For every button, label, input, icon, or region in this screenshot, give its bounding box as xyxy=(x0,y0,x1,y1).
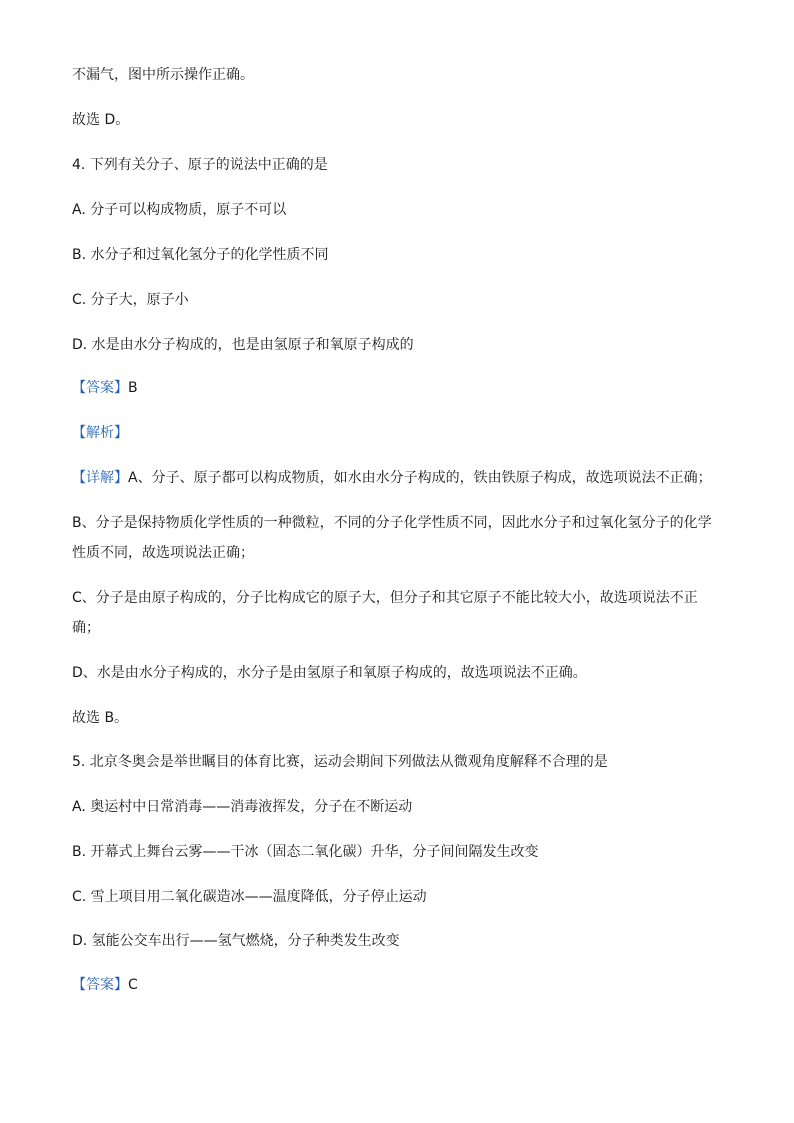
detail-a xyxy=(72,468,712,488)
detail-tag: 【详解】 xyxy=(72,470,128,486)
detail-c-line2: 确； xyxy=(72,620,100,636)
answer-value: B xyxy=(128,380,138,396)
question-4-option-b: B. 水分子和过氧化氢分子的化学性质不同 xyxy=(72,247,329,263)
analysis-tag: 【解析】 xyxy=(72,425,128,441)
detail-b-line2: 性质不同，故选项说法正确； xyxy=(72,545,254,561)
detail-d: D、水是由水分子构成的，水分子是由氢原子和氧原子构成的，故选项说法不正确。 xyxy=(72,665,587,681)
detail-a-text: A、分子、原子都可以构成物质，如水由水分子构成的，铁由铁原子构成，故选项说法不正确； xyxy=(128,470,712,486)
question-5-option-b: B. 开幕式上舞台云雾——干冰（固态二氧化碳）升华，分子间间隔发生改变 xyxy=(72,844,539,860)
question-5-option-d: D. 氢能公交车出行——氢气燃烧，分子种类发生改变 xyxy=(72,933,400,949)
detail-c-line1: C、分子是由原子构成的，分子比构成它的原子大，但分子和其它原子不能比较大小，故选项说法不正 xyxy=(72,590,698,606)
question-4-option-d: D. 水是由水分子构成的，也是由氢原子和氧原子构成的 xyxy=(72,337,414,353)
question-4-stem: 4. 下列有关分子、原子的说法中正确的是 xyxy=(72,157,328,173)
question-4-option-c: C. 分子大，原子小 xyxy=(72,292,189,308)
answer-value: C xyxy=(128,977,138,993)
text-line: 不漏气，图中所示操作正确。 xyxy=(72,67,254,83)
detail-conclusion: 故选 B。 xyxy=(72,710,129,726)
question-4-option-a: A. 分子可以构成物质，原子不可以 xyxy=(72,202,287,218)
question-5-option-c: C. 雪上项目用二氧化碳造冰——温度降低，分子停止运动 xyxy=(72,889,427,905)
text-line: 故选 D。 xyxy=(72,112,130,128)
question-5-stem: 5. 北京冬奥会是举世瞩目的体育比赛，运动会期间下列做法从微观角度解释不合理的是 xyxy=(72,754,608,770)
answer-tag: 【答案】 xyxy=(72,380,128,396)
question-5-option-a: A. 奥运村中日常消毒——消毒液挥发，分子在不断运动 xyxy=(72,799,413,815)
answer-tag: 【答案】 xyxy=(72,977,128,993)
analysis-heading xyxy=(72,423,128,443)
detail-b-line1: B、分子是保持物质化学性质的一种微粒，不同的分子化学性质不同，因此水分子和过氧化氢分子的化学 xyxy=(72,515,712,531)
answer-5 xyxy=(72,975,138,995)
answer-4 xyxy=(72,378,138,398)
